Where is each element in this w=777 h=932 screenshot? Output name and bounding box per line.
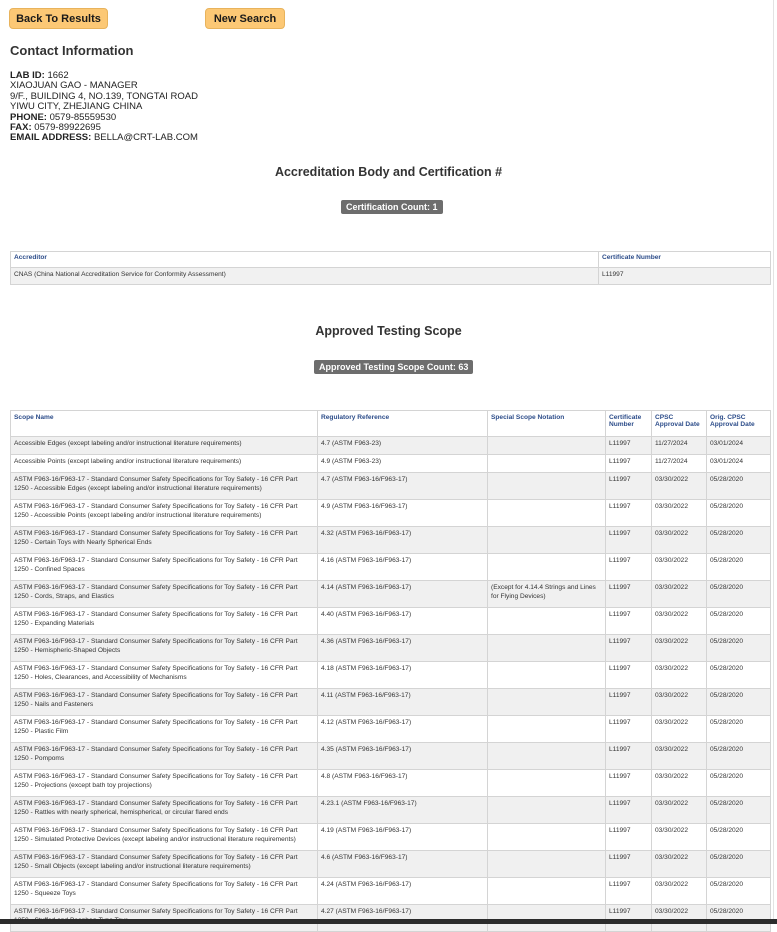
- special-notation-cell: [488, 716, 606, 743]
- scope-name-cell: ASTM F963-16/F963-17 - Standard Consumer Safety Specifications for Toy Safety - 16 CFR Part 1250 - Nails and Fasteners: [11, 689, 318, 716]
- phone-value: 0579-85559530: [49, 111, 117, 123]
- scope-name-cell: ASTM F963-16/F963-17 - Standard Consumer Safety Specifications for Toy Safety - 16 CFR Part: [11, 905, 318, 932]
- table-row: [11, 851, 771, 878]
- scope-name-cell: ASTM F963-16/F963-17 - Standard Consumer Safety Specifications for Toy Safety - 16 CFR Part 1250 - Holes, Clearances, and Accessibility of Mechanisms: [11, 662, 318, 689]
- table-row: [11, 878, 771, 905]
- accreditation-table: [10, 251, 771, 285]
- scope-name-cell: ASTM F963-16/F963-17 - Standard Consumer Safety Specifications for Toy Safety - 16 CFR Part 1250 - Cords, Straps, and Elastics: [11, 581, 318, 608]
- certificate-number-cell: L11997: [606, 689, 652, 716]
- table-row: [11, 473, 771, 500]
- cpsc-approval-date-cell: 03/30/2022: [652, 851, 707, 878]
- orig-approval-date-cell: 03/01/2024: [707, 437, 771, 455]
- special-notation-cell: [488, 437, 606, 455]
- regulatory-reference-cell: 4.19 (ASTM F963-16/F963-17): [318, 824, 488, 851]
- page-edge-divider: [773, 0, 774, 924]
- orig-approval-date-cell: 05/28/2020: [707, 500, 771, 527]
- orig-approval-date-cell: 05/28/2020: [707, 527, 771, 554]
- approved-scope-heading: Approved Testing Scope: [315, 324, 462, 338]
- cpsc-approval-date-cell: 03/30/2022: [652, 500, 707, 527]
- orig-approval-date-cell: 05/28/2020: [707, 770, 771, 797]
- scope-name-cell: ASTM F963-16/F963-17 - Standard Consumer Safety Specifications for Toy Safety - 16 CFR Part 1250 - Accessible Points (except labeling and/or instructional literature requirements): [11, 500, 318, 527]
- scope-name-cell: Accessible Points (except labeling and/or instructional literature requirements): [11, 455, 318, 473]
- orig-approval-date-cell: 05/28/2020: [707, 743, 771, 770]
- cpsc-approval-date-cell: 03/30/2022: [652, 824, 707, 851]
- cpsc-approval-date-cell: 03/30/2022: [652, 662, 707, 689]
- certification-count-badge: Certification Count: 1: [341, 200, 443, 214]
- bottom-bar: [0, 919, 777, 924]
- certificate-number-cell: L11997: [606, 824, 652, 851]
- regulatory-reference-cell: 4.9 (ASTM F963-23): [318, 455, 488, 473]
- cpsc-approval-date-cell: 03/30/2022: [652, 716, 707, 743]
- accreditation-row: [11, 268, 771, 285]
- table-row: [11, 716, 771, 743]
- regulatory-reference-cell: 4.14 (ASTM F963-16/F963-17): [318, 581, 488, 608]
- email-value: BELLA@CRT-LAB.COM: [93, 132, 198, 144]
- special-notation-cell: [488, 905, 606, 932]
- special-notation-cell: [488, 554, 606, 581]
- certificate-number-cell: L11997: [606, 635, 652, 662]
- orig-approval-date-cell: 05/28/2020: [707, 554, 771, 581]
- certificate-number-cell: L11997: [606, 473, 652, 500]
- table-row: [11, 635, 771, 662]
- regulatory-reference-cell: 4.9 (ASTM F963-16/F963-17): [318, 500, 488, 527]
- certificate-number-cell: L11997: [606, 455, 652, 473]
- certificate-number-cell: L11997: [606, 608, 652, 635]
- special-notation-cell: [488, 743, 606, 770]
- table-row: [11, 500, 771, 527]
- table-row: [11, 554, 771, 581]
- regulatory-reference-cell: 4.24 (ASTM F963-16/F963-17): [318, 878, 488, 905]
- scope-name-cell: ASTM F963-16/F963-17 - Standard Consumer Safety Specifications for Toy Safety - 16 CFR Part 1250 - Projections (except bath toy projections): [11, 770, 318, 797]
- lab-id-label: LAB ID:: [10, 70, 45, 81]
- orig-approval-date-cell: 05/28/2020: [707, 635, 771, 662]
- orig-approval-date-cell: 05/28/2020: [707, 878, 771, 905]
- cpsc-approval-date-cell: 03/30/2022: [652, 554, 707, 581]
- cpsc-approval-date-cell: 03/30/2022: [652, 878, 707, 905]
- scope-name-cell: ASTM F963-16/F963-17 - Standard Consumer Safety Specifications for Toy Safety - 16 CFR Part 1250 - Accessible Edges (except labeling and/or instructional literature requirements): [11, 473, 318, 500]
- certificate-number-cell: L11997: [599, 268, 771, 285]
- certificate-number-cell: L11997: [606, 716, 652, 743]
- cpsc-approval-date-header: CPSC Approval Date: [652, 411, 707, 437]
- cpsc-approval-date-cell: 11/27/2024: [652, 437, 707, 455]
- address-line-2: YIWU CITY, ZHEJIANG CHINA: [10, 101, 143, 113]
- certificate-number-cell: L11997: [606, 500, 652, 527]
- table-row: [11, 797, 771, 824]
- special-notation-cell: [488, 500, 606, 527]
- lab-id-value: 1662: [47, 70, 69, 81]
- email-label: EMAIL ADDRESS:: [10, 132, 92, 144]
- special-notation-cell: [488, 824, 606, 851]
- orig-approval-date-cell: 05/28/2020: [707, 581, 771, 608]
- scope-name-header: Scope Name: [11, 411, 318, 437]
- regulatory-reference-cell: 4.18 (ASTM F963-16/F963-17): [318, 662, 488, 689]
- certificate-number-cell: L11997: [606, 851, 652, 878]
- certificate-number-cell: L11997: [606, 905, 652, 932]
- scope-name-cell: ASTM F963-16/F963-17 - Standard Consumer Safety Specifications for Toy Safety - 16 CFR Part 1250 - Squeeze Toys: [11, 878, 318, 905]
- orig-approval-date-cell: 05/28/2020: [707, 905, 771, 932]
- scope-table: [10, 410, 771, 932]
- accreditation-heading: Accreditation Body and Certification #: [274, 165, 503, 179]
- certificate-number-cell: L11997: [606, 743, 652, 770]
- certificate-number-cell: L11997: [606, 554, 652, 581]
- certificate-number-cell: L11997: [606, 527, 652, 554]
- address-line-1: 9/F., BUILDING 4, NO.139, TONGTAI ROAD: [10, 90, 198, 102]
- scope-count-badge: Approved Testing Scope Count: 63: [314, 360, 473, 374]
- orig-approval-date-cell: 05/28/2020: [707, 824, 771, 851]
- orig-approval-date-cell: 05/28/2020: [707, 797, 771, 824]
- cpsc-approval-date-cell: 03/30/2022: [652, 527, 707, 554]
- special-scope-notation-header: Special Scope Notation: [488, 411, 606, 437]
- phone-label: PHONE:: [10, 111, 47, 123]
- table-row: [11, 689, 771, 716]
- regulatory-reference-cell: 4.7 (ASTM F963-16/F963-17): [318, 473, 488, 500]
- new-search-button[interactable]: New Search: [205, 8, 285, 29]
- cpsc-approval-date-cell: 03/30/2022: [652, 797, 707, 824]
- regulatory-reference-cell: 4.23.1 (ASTM F963-16/F963-17): [318, 797, 488, 824]
- scope-name-cell: ASTM F963-16/F963-17 - Standard Consumer Safety Specifications for Toy Safety - 16 CFR Part 1250 - Pompoms: [11, 743, 318, 770]
- special-notation-cell: [488, 527, 606, 554]
- orig-approval-date-cell: 05/28/2020: [707, 662, 771, 689]
- table-row: [11, 437, 771, 455]
- orig-approval-date-cell: 05/28/2020: [707, 473, 771, 500]
- scope-name-cell: ASTM F963-16/F963-17 - Standard Consumer Safety Specifications for Toy Safety - 16 CFR Part 1250 - Confined Spaces: [11, 554, 318, 581]
- scope-name-cell: ASTM F963-16/F963-17 - Standard Consumer Safety Specifications for Toy Safety - 16 CFR Part 1250 - Certain Toys with Nearly Spherical Ends: [11, 527, 318, 554]
- orig-approval-date-cell: 05/28/2020: [707, 851, 771, 878]
- special-notation-cell: [488, 878, 606, 905]
- cpsc-approval-date-cell: 11/27/2024: [652, 455, 707, 473]
- cpsc-approval-date-cell: 03/30/2022: [652, 473, 707, 500]
- special-notation-cell: [488, 662, 606, 689]
- certificate-number-cell: L11997: [606, 878, 652, 905]
- special-notation-cell: (Except for 4.14.4 Strings and Lines for Flying Devices): [488, 581, 606, 608]
- cpsc-approval-date-cell: 03/30/2022: [652, 581, 707, 608]
- table-row: [11, 608, 771, 635]
- regulatory-reference-cell: 4.12 (ASTM F963-16/F963-17): [318, 716, 488, 743]
- table-row: [11, 662, 771, 689]
- scope-name-cell: ASTM F963-16/F963-17 - Standard Consumer Safety Specifications for Toy Safety - 16 CFR Part 1250 - Expanding Materials: [11, 608, 318, 635]
- cpsc-approval-date-cell: 03/30/2022: [652, 743, 707, 770]
- table-row: [11, 770, 771, 797]
- orig-approval-date-cell: 05/28/2020: [707, 689, 771, 716]
- orig-approval-date-cell: 05/28/2020: [707, 716, 771, 743]
- cpsc-approval-date-cell: 03/30/2022: [652, 770, 707, 797]
- orig-approval-date-cell: 03/01/2024: [707, 455, 771, 473]
- cpsc-approval-date-cell: 03/30/2022: [652, 689, 707, 716]
- contact-info-heading: Contact Information: [10, 43, 134, 58]
- regulatory-reference-cell: 4.27 (ASTM F963-16/F963-17): [318, 905, 488, 932]
- scope-name-cell: ASTM F963-16/F963-17 - Standard Consumer Safety Specifications for Toy Safety - 16 CFR Part 1250 - Hemispheric-Shaped Objects: [11, 635, 318, 662]
- fax-label: FAX:: [10, 122, 32, 134]
- accreditor-header: Accreditor: [11, 252, 599, 268]
- table-row: [11, 527, 771, 554]
- regulatory-reference-cell: 4.7 (ASTM F963-23): [318, 437, 488, 455]
- scope-header-row: [11, 411, 771, 437]
- scope-certificate-number-header: Certificate Number: [606, 411, 652, 437]
- regulatory-reference-cell: 4.11 (ASTM F963-16/F963-17): [318, 689, 488, 716]
- regulatory-reference-header: Regulatory Reference: [318, 411, 488, 437]
- scope-name-cell: Accessible Edges (except labeling and/or instructional literature requirements): [11, 437, 318, 455]
- table-row: [11, 581, 771, 608]
- table-row: [11, 455, 771, 473]
- certificate-number-cell: L11997: [606, 770, 652, 797]
- certificate-number-cell: L11997: [606, 437, 652, 455]
- manager-line: XIAOJUAN GAO - MANAGER: [10, 80, 138, 92]
- regulatory-reference-cell: 4.6 (ASTM F963-16/F963-17): [318, 851, 488, 878]
- certificate-number-header: Certificate Number: [599, 252, 771, 268]
- special-notation-cell: [488, 689, 606, 716]
- contact-info-block: [10, 71, 198, 144]
- special-notation-cell: [488, 635, 606, 662]
- regulatory-reference-cell: 4.16 (ASTM F963-16/F963-17): [318, 554, 488, 581]
- back-to-results-button[interactable]: Back To Results: [9, 8, 108, 29]
- fax-value: 0579-89922695: [34, 122, 101, 134]
- regulatory-reference-cell: 4.8 (ASTM F963-16/F963-17): [318, 770, 488, 797]
- special-notation-cell: [488, 608, 606, 635]
- certificate-number-cell: L11997: [606, 797, 652, 824]
- special-notation-cell: [488, 851, 606, 878]
- certificate-number-cell: L11997: [606, 581, 652, 608]
- accreditor-cell: CNAS (China National Accreditation Service for Conformity Assessment): [11, 268, 599, 285]
- special-notation-cell: [488, 797, 606, 824]
- regulatory-reference-cell: 4.35 (ASTM F963-16/F963-17): [318, 743, 488, 770]
- cpsc-approval-date-cell: 03/30/2022: [652, 635, 707, 662]
- orig-cpsc-approval-date-header: Orig. CPSC Approval Date: [707, 411, 771, 437]
- scope-name-cell: ASTM F963-16/F963-17 - Standard Consumer Safety Specifications for Toy Safety - 16 CFR Part 1250 - Plastic Film: [11, 716, 318, 743]
- table-row: [11, 905, 771, 932]
- special-notation-cell: [488, 473, 606, 500]
- table-row: [11, 824, 771, 851]
- orig-approval-date-cell: 05/28/2020: [707, 608, 771, 635]
- scope-name-cell: ASTM F963-16/F963-17 - Standard Consumer Safety Specifications for Toy Safety - 16 CFR Part 1250 - Simulated Protective Devices (except labeling and/or instructional literature requirements): [11, 824, 318, 851]
- table-row: [11, 743, 771, 770]
- regulatory-reference-cell: 4.36 (ASTM F963-16/F963-17): [318, 635, 488, 662]
- accreditation-header-row: [11, 252, 771, 268]
- scope-name-cell: ASTM F963-16/F963-17 - Standard Consumer Safety Specifications for Toy Safety - 16 CFR Part 1250 - Small Objects (except labeling and/or instructional literature requirements): [11, 851, 318, 878]
- cpsc-approval-date-cell: 03/30/2022: [652, 905, 707, 932]
- certificate-number-cell: L11997: [606, 662, 652, 689]
- special-notation-cell: [488, 455, 606, 473]
- regulatory-reference-cell: 4.32 (ASTM F963-16/F963-17): [318, 527, 488, 554]
- regulatory-reference-cell: 4.40 (ASTM F963-16/F963-17): [318, 608, 488, 635]
- cpsc-approval-date-cell: 03/30/2022: [652, 608, 707, 635]
- scope-name-cell: ASTM F963-16/F963-17 - Standard Consumer Safety Specifications for Toy Safety - 16 CFR Part 1250 - Rattles with nearly spherical, hemispherical, or circular flared ends: [11, 797, 318, 824]
- special-notation-cell: [488, 770, 606, 797]
